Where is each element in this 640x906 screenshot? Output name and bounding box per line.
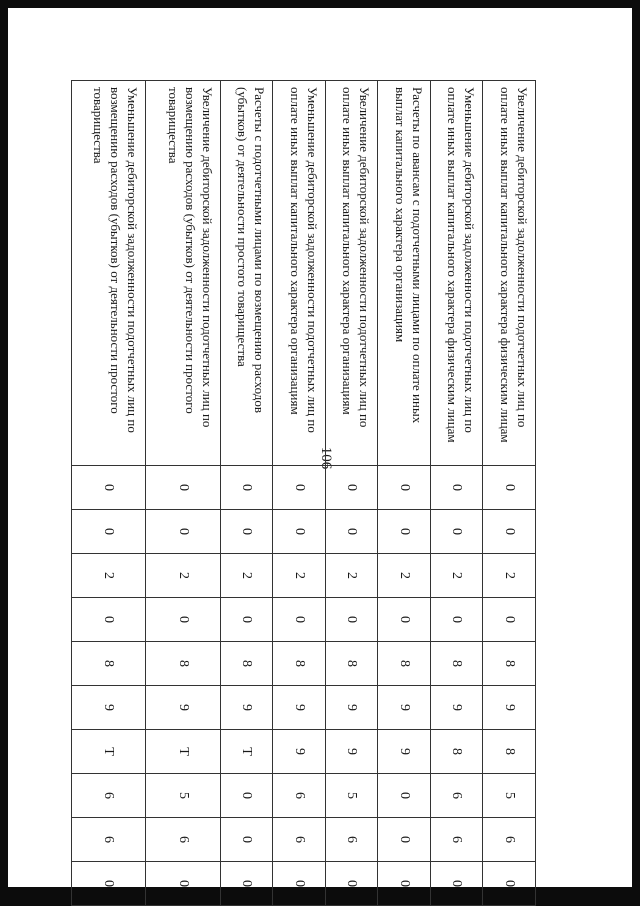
row-description: Уменьшение дебиторской задолженности подотчетных лиц по оплате иных выплат капитального характера физическим лицам [430, 81, 483, 466]
row-description: Уменьшение дебиторской задолженности подотчетных лиц по оплате иных выплат капитального характера организациям [273, 81, 326, 466]
code-cell-4: 0 [273, 598, 326, 642]
code-cell-9: 6 [325, 818, 378, 862]
row-description: Увеличение дебиторской задолженности подотчетных лиц по оплате иных выплат капитального характера физическим лицам [483, 81, 536, 466]
code-cell-6: 9 [146, 686, 220, 730]
code-cell-10: 0 [146, 862, 220, 906]
code-cell-3: 2 [325, 554, 378, 598]
code-cell-4: 0 [378, 598, 431, 642]
code-cell-7: 9 [325, 730, 378, 774]
code-cell-9: 6 [72, 818, 146, 862]
code-cell-1: 0 [273, 466, 326, 510]
code-cell-10: 0 [273, 862, 326, 906]
code-cell-10: 0 [378, 862, 431, 906]
code-cell-9: 6 [430, 818, 483, 862]
code-cell-4: 0 [146, 598, 220, 642]
code-cell-5: 8 [72, 642, 146, 686]
document-page [8, 8, 632, 887]
code-cell-6: 9 [483, 686, 536, 730]
code-cell-5: 8 [430, 642, 483, 686]
code-cell-4: 0 [430, 598, 483, 642]
code-cell-5: 8 [325, 642, 378, 686]
table-body [72, 81, 536, 906]
code-cell-1: 0 [483, 466, 536, 510]
code-cell-9: 6 [273, 818, 326, 862]
code-cell-8: 0 [378, 774, 431, 818]
code-cell-6: 9 [273, 686, 326, 730]
code-cell-1: 0 [146, 466, 220, 510]
code-cell-2: 0 [430, 510, 483, 554]
code-cell-3: 2 [146, 554, 220, 598]
code-cell-8: 6 [72, 774, 146, 818]
code-cell-4: 0 [220, 598, 273, 642]
code-cell-7: 8 [483, 730, 536, 774]
code-cell-5: 8 [146, 642, 220, 686]
code-cell-7: Т [220, 730, 273, 774]
code-cell-5: 8 [483, 642, 536, 686]
page-number: 106 [318, 446, 334, 470]
code-cell-8: 5 [146, 774, 220, 818]
code-cell-5: 8 [273, 642, 326, 686]
code-cell-10: 0 [483, 862, 536, 906]
code-cell-7: Т [146, 730, 220, 774]
code-cell-6: 9 [378, 686, 431, 730]
row-description: Уменьшение дебиторской задолженности подотчетных лиц по возмещению расходов (убытков) от деятельности простого товарищества [72, 81, 146, 466]
code-cell-9: 6 [146, 818, 220, 862]
code-cell-8: 6 [430, 774, 483, 818]
code-cell-1: 0 [220, 466, 273, 510]
code-cell-10: 0 [72, 862, 146, 906]
table-row [430, 81, 483, 906]
row-description: Увеличение дебиторской задолженности подотчетных лиц по возмещению расходов (убытков) от деятельности простого товарищества [146, 81, 220, 466]
code-cell-5: 8 [220, 642, 273, 686]
code-cell-6: 9 [325, 686, 378, 730]
code-cell-1: 0 [378, 466, 431, 510]
rotated-table-container [71, 80, 536, 888]
code-cell-9: 0 [378, 818, 431, 862]
code-cell-2: 0 [146, 510, 220, 554]
code-cell-6: 9 [72, 686, 146, 730]
code-cell-8: 5 [483, 774, 536, 818]
code-cell-9: 0 [220, 818, 273, 862]
table-row [378, 81, 431, 906]
code-cell-6: 9 [430, 686, 483, 730]
code-cell-10: 0 [220, 862, 273, 906]
code-cell-7: 9 [273, 730, 326, 774]
code-cell-2: 0 [273, 510, 326, 554]
table-row [220, 81, 273, 906]
account-codes-table [71, 80, 536, 906]
code-cell-3: 2 [220, 554, 273, 598]
code-cell-7: 9 [378, 730, 431, 774]
code-cell-9: 6 [483, 818, 536, 862]
table-row [273, 81, 326, 906]
row-description: Расчеты по авансам с подотчетными лицами по оплате иных выплат капитального характера организациям [378, 81, 431, 466]
code-cell-2: 0 [72, 510, 146, 554]
code-cell-7: Т [72, 730, 146, 774]
code-cell-2: 0 [220, 510, 273, 554]
code-cell-3: 2 [273, 554, 326, 598]
table-row [146, 81, 220, 906]
code-cell-5: 8 [378, 642, 431, 686]
code-cell-4: 0 [325, 598, 378, 642]
code-cell-6: 9 [220, 686, 273, 730]
row-description: Расчеты с подотчетными лицами по возмещению расходов (убытков) от деятельности простого товарищества [220, 81, 273, 466]
code-cell-8: 5 [325, 774, 378, 818]
code-cell-4: 0 [72, 598, 146, 642]
table-row [483, 81, 536, 906]
code-cell-8: 6 [273, 774, 326, 818]
code-cell-1: 0 [72, 466, 146, 510]
code-cell-3: 2 [378, 554, 431, 598]
table-row [72, 81, 146, 906]
code-cell-10: 0 [430, 862, 483, 906]
code-cell-10: 0 [325, 862, 378, 906]
code-cell-3: 2 [483, 554, 536, 598]
code-cell-3: 2 [72, 554, 146, 598]
code-cell-2: 0 [378, 510, 431, 554]
code-cell-8: 0 [220, 774, 273, 818]
code-cell-7: 8 [430, 730, 483, 774]
code-cell-1: 0 [325, 466, 378, 510]
code-cell-4: 0 [483, 598, 536, 642]
row-description: Увеличение дебиторской задолженности подотчетных лиц по оплате иных выплат капитального характера организациям [325, 81, 378, 466]
code-cell-1: 0 [430, 466, 483, 510]
code-cell-2: 0 [483, 510, 536, 554]
code-cell-2: 0 [325, 510, 378, 554]
code-cell-3: 2 [430, 554, 483, 598]
table-row [325, 81, 378, 906]
